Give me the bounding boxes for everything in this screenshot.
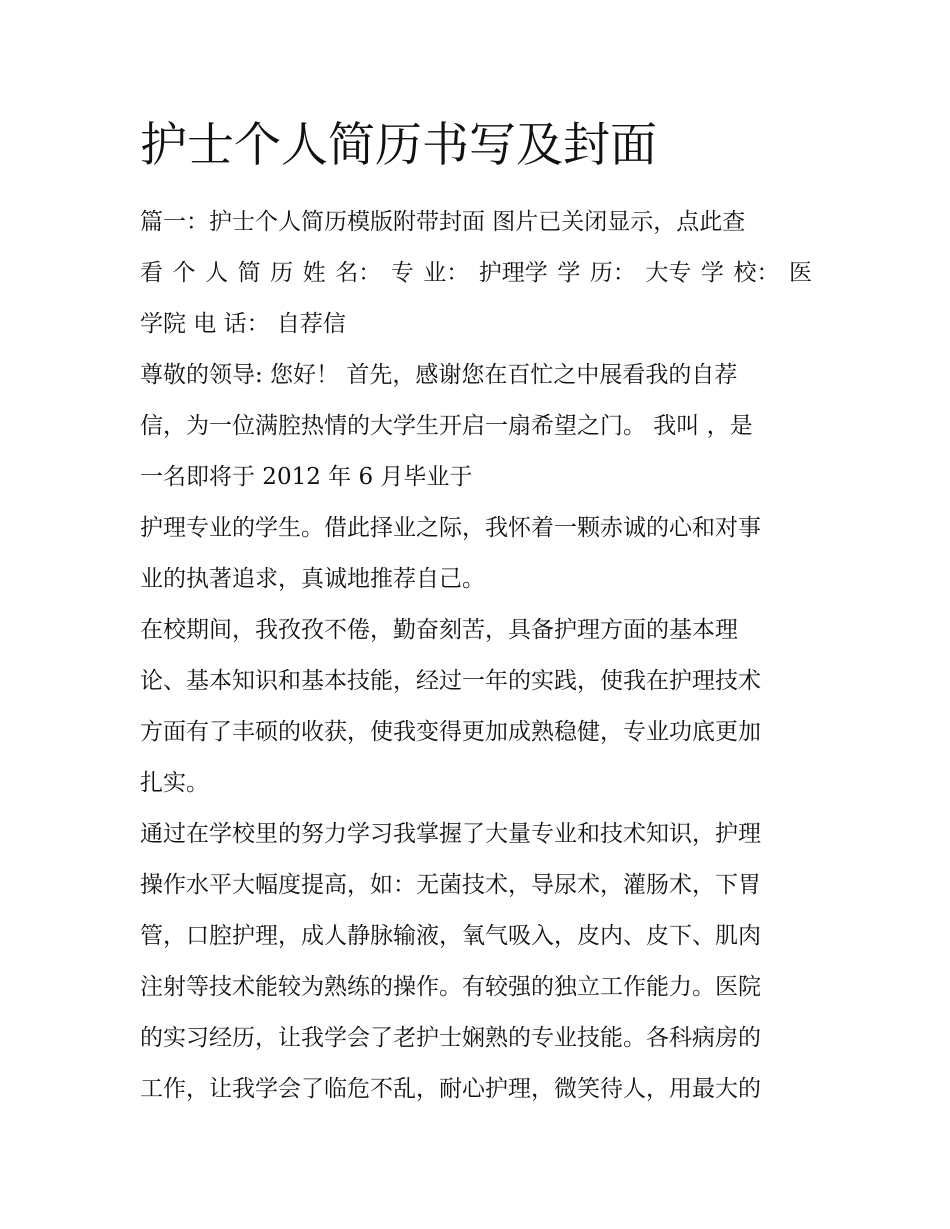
field-word: 人 [205,260,229,286]
field-word: 姓 [302,260,326,286]
text-line: 操作水平大幅度提高，如：无菌技术，导尿术，灌肠术，下胃 [140,872,761,898]
document-page [140,0,812,1229]
field-word: 大专 [645,260,692,286]
field-word: 简 [237,260,261,286]
paragraph-skills [140,809,812,1115]
text-line: 通过在学校里的努力学习我掌握了大量专业和技术知识，护理 [140,821,761,847]
text-line: 工作，让我学会了临危不乱，耐心护理，微笑待人，用最大的 [140,1076,761,1102]
field-word: 名： [335,260,382,286]
paragraph-greeting [140,350,812,503]
text-line: 篇一：护士个人简历模版附带封面 图片已关闭显示，点此查 [140,209,746,235]
field-word: 历 [270,260,294,286]
text-line: 护理专业的学生。借此择业之际，我怀着一颗赤诚的心和对事 [140,515,761,541]
field-word: 专 [390,260,414,286]
text-line: 管，口腔护理，成人静脉输液，氧气吸入，皮内、皮下、肌肉 [140,923,761,949]
field-word: 医 [788,260,812,286]
paragraph-self-recommendation [140,503,812,605]
text-line: 的实习经历，让我学会了老护士娴熟的专业技能。各科病房的 [140,1025,761,1051]
text-line: 一名即将于 2012 年 6 月毕业于 [140,464,473,490]
text-line: 业的执著追求，真诚地推荐自己。 [140,566,485,592]
paragraph-resume-intro [140,197,812,350]
field-word: 历： [589,260,636,286]
field-word: 看 [140,260,163,286]
document-title: 护士个人简历书写及封面 [140,118,657,173]
text-line: 方面有了丰硕的收获，使我变得更加成熟稳健，专业功底更加 [140,719,761,745]
resume-fields-line [140,248,812,299]
text-line: 尊敬的领导: 您好！ 首先，感谢您在百忙之中展看我的自荐 [140,362,738,388]
text-line: 注射等技术能较为熟练的操作。有较强的独立工作能力。医院 [140,974,761,1000]
field-word: 业： [423,260,470,286]
field-word: 学 [557,260,581,286]
field-word: 护理学 [478,260,548,286]
text-line: 在校期间，我孜孜不倦，勤奋刻苦，具备护理方面的基本理 [140,617,738,643]
paragraph-school-period [140,605,812,809]
field-word: 校： [733,260,780,286]
text-line: 论、基本知识和基本技能，经过一年的实践，使我在护理技术 [140,668,761,694]
text-line: 扎实。 [140,770,209,796]
field-word: 个 [172,260,196,286]
text-line: 学院 电 话： 自荐信 [140,311,346,337]
field-word: 学 [700,260,724,286]
text-line: 信，为一位满腔热情的大学生开启一扇希望之门。 我叫 ，是 [140,413,753,439]
